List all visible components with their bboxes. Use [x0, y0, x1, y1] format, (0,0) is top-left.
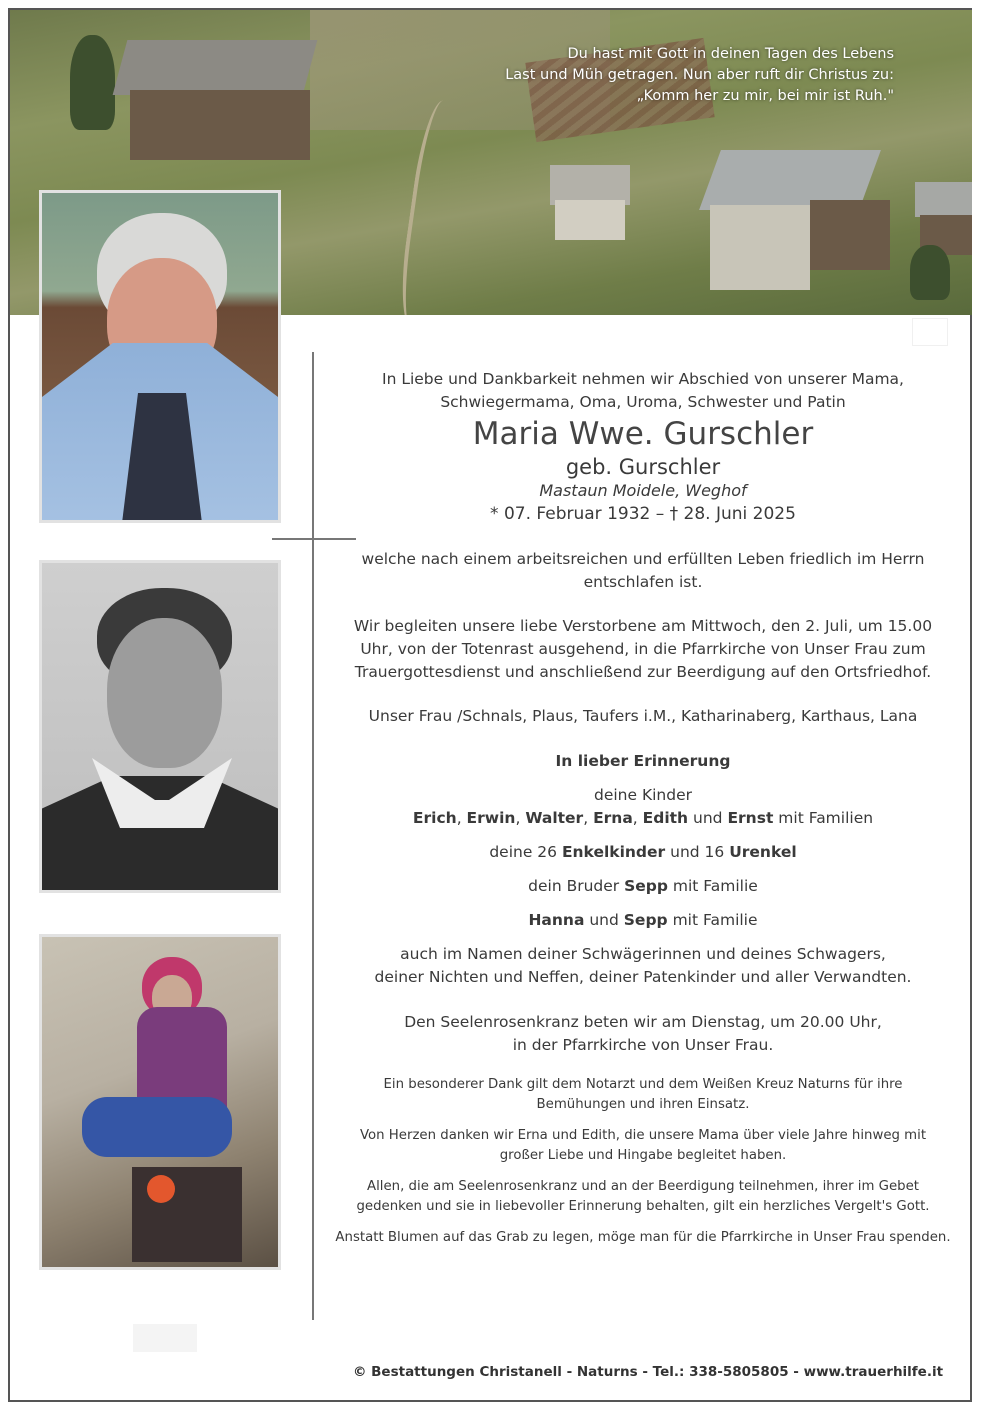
rosary-text: Den Seelenrosenkranz beten wir am Dienstag, um 20.00 Uhr, in der Pfarrkirche von Unser Frau. [404, 1013, 882, 1054]
photo-sitting-woman [39, 934, 281, 1270]
places-text: Unser Frau /Schnals, Plaus, Taufers i.M., Katharinaberg, Karthaus, Lana [368, 707, 918, 725]
memory-heading: In lieber Erinnerung [555, 752, 731, 770]
watermark-box [912, 318, 948, 346]
hanna-sepp-line: Hanna und Sepp mit Familie [528, 911, 758, 929]
brother-line: dein Bruder Sepp mit Familie [528, 877, 758, 895]
passing-text: welche nach einem arbeitsreichen und erfüllten Leben friedlich im Herrn entschlafen ist. [361, 550, 925, 591]
funeral-text: Wir begleiten unsere liebe Verstorbene am Mittwoch, den 2. Juli, um 15.00 Uhr, von der Totenrast ausgehend, in die Pfarrkirche von Unser Frau zum Trauergottesdienst und anschließend zur Beerdigung auf den Ortsfriedhof. [353, 617, 933, 681]
intro-text: In Liebe und Dankbarkeit nehmen wir Abschied von unserer Mama, Schwiegermama, Oma, Uroma, Schwester und Patin [382, 370, 904, 411]
footer-credit: © Bestattungen Christanell - Naturns - Tel.: 338-5805805 - www.trauerhilfe.it [352, 1364, 944, 1380]
obituary-text [318, 368, 968, 1248]
life-dates: * 07. Februar 1932 – † 28. Juni 2025 [490, 504, 796, 524]
relatives-line: auch im Namen deiner Schwägerinnen und deines Schwagers, deiner Nichten und Neffen, deiner Patenkinder und aller Verwandten. [374, 945, 912, 986]
farm-name: Mastaun Moidele, Weghof [539, 481, 747, 500]
thanks-text-1: Ein besonderer Dank gilt dem Notarzt und dem Weißen Kreuz Naturns für ihre Bemühungen und ihren Einsatz. [383, 1077, 903, 1112]
grandchildren-line: deine 26 Enkelkinder und 16 Urenkel [489, 843, 797, 861]
portrait-photo-young [39, 560, 281, 893]
thanks-text-3: Allen, die am Seelenrosenkranz und an der Beerdigung teilnehmen, ihrer im Gebet gedenken und sie in liebevoller Erinnerung behalten, gilt ein herzliches Vergelt's Gott. [356, 1179, 930, 1214]
header-quote: Du hast mit Gott in deinen Tagen des Lebens Last und Müh getragen. Nun aber ruft dir Christus zu: „Komm her zu mir, bei mir ist Ruh." [505, 46, 894, 104]
maiden-name: geb. Gurschler [565, 455, 721, 479]
thanks-text-4: Anstatt Blumen auf das Grab zu legen, möge man für die Pfarrkirche in Unser Frau spenden. [335, 1230, 951, 1245]
cross-vertical-line [312, 352, 314, 1320]
children-line: deine Kinder Erich, Erwin, Walter, Erna, Edith und Ernst mit Familien [412, 786, 874, 827]
portrait-photo-elderly [39, 190, 281, 523]
thanks-text-2: Von Herzen danken wir Erna und Edith, die unsere Mama über viele Jahre hinweg mit großer Liebe und Hingabe begleitet haben. [359, 1128, 927, 1163]
watermark-box [133, 1324, 197, 1352]
deceased-name: Maria Wwe. Gurschler [472, 416, 814, 452]
